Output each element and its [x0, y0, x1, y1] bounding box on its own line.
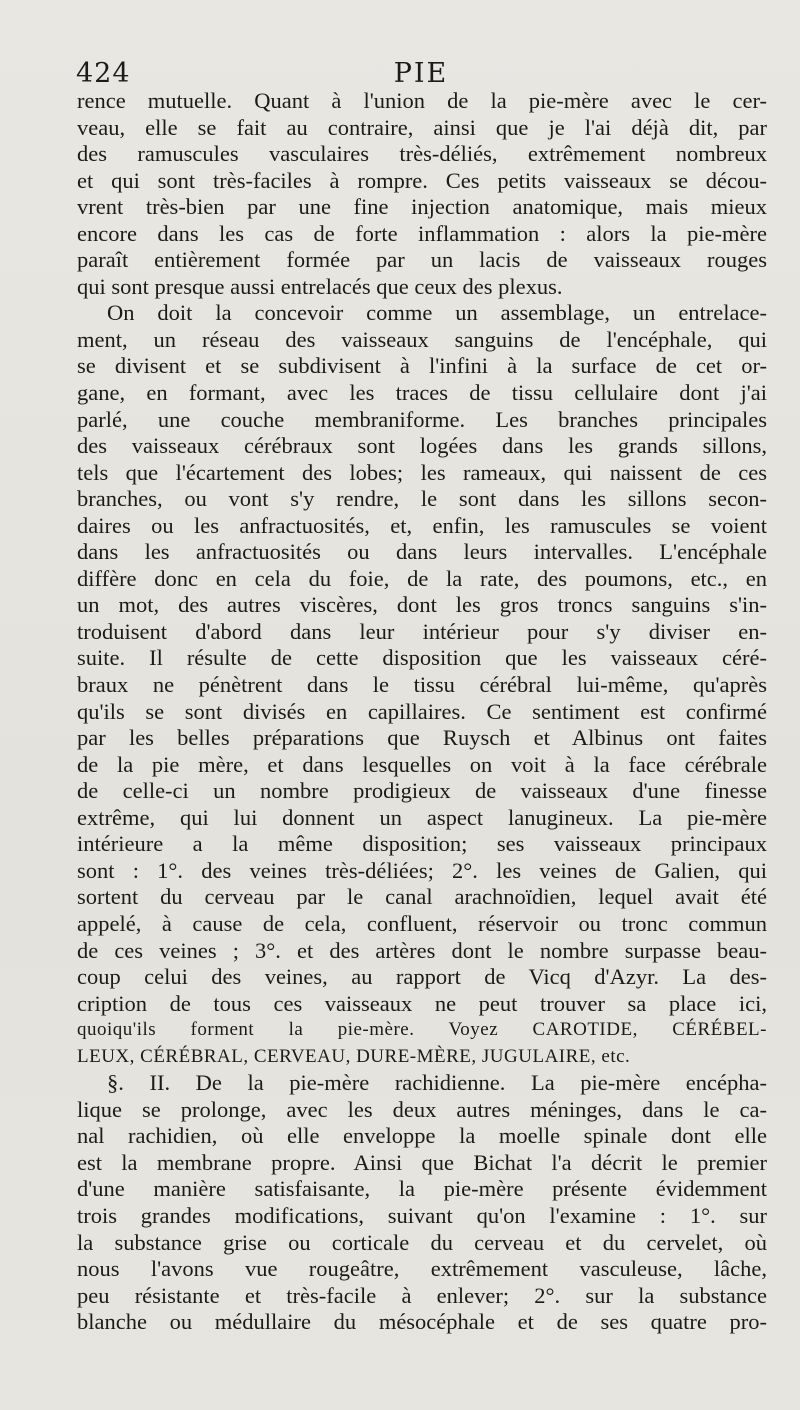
text-line: se divisent et se subdivisent à l'infini à la surface de cet or-	[77, 353, 767, 379]
text-line: sortent du cerveau par le canal arachnoïdien, lequel avait été	[77, 884, 767, 910]
text-line: lique se prolonge, avec les deux autres méninges, dans le ca-	[77, 1096, 767, 1122]
text-line: parlé, une couche membraniforme. Les branches principales	[77, 406, 767, 432]
text-line: et qui sont très-faciles à rompre. Ces petits vaisseaux se décou-	[77, 167, 767, 193]
text-line: peu résistante et très-facile à enlever; 2°. sur la substance	[77, 1282, 767, 1308]
text-line: nous l'avons vue rougeâtre, extrêmement vasculeuse, lâche,	[77, 1256, 767, 1282]
text-line: par les belles préparations que Ruysch et Albinus ont faites	[77, 725, 767, 751]
text-line: encore dans les cas de forte inflammation : alors la pie-mère	[77, 220, 767, 246]
text-line: vrent très-bien par une fine injection anatomique, mais mieux	[77, 194, 767, 220]
text-line: gane, en formant, avec les traces de tissu cellulaire dont j'ai	[77, 380, 767, 406]
text-line: ment, un réseau des vaisseaux sanguins de l'encéphale, qui	[77, 326, 767, 352]
text-line: appelé, à cause de cela, confluent, réservoir ou tronc commun	[77, 910, 767, 936]
text-line: quoiqu'ils forment la pie-mère. Voyez CAROTIDE, CÉRÉBEL-	[77, 1019, 767, 1041]
text-body	[77, 88, 767, 1336]
text-line: d'une manière satisfaisante, la pie-mère présente évidemment	[77, 1176, 767, 1202]
text-line: qui sont presque aussi entrelacés que ceux des plexus.	[77, 273, 563, 299]
text-line: §. II. De la pie-mère rachidienne. La pie-mère encépha-	[107, 1070, 767, 1096]
text-line: trois grandes modifications, suivant qu'on l'examine : 1°. sur	[77, 1202, 767, 1228]
text-line: paraît entièrement formée par un lacis de vaisseaux rouges	[77, 247, 767, 273]
text-line: la substance grise ou corticale du cerveau et du cervelet, où	[77, 1229, 767, 1255]
text-line: braux ne pénètrent dans le tissu cérébral lui-même, qu'après	[77, 672, 767, 698]
text-line: troduisent d'abord dans leur intérieur pour s'y diviser en-	[77, 618, 767, 644]
text-line: On doit la concevoir comme un assemblage, un entrelace-	[107, 300, 767, 326]
text-line: daires ou les anfractuosités, et, enfin, les ramuscules se voient	[77, 512, 767, 538]
text-line: sont : 1°. des veines très-déliées; 2°. les veines de Galien, qui	[77, 857, 767, 883]
text-line: qu'ils se sont divisés en capillaires. Ce sentiment est confirmé	[77, 698, 767, 724]
text-line: intérieure a la même disposition; ses vaisseaux principaux	[77, 831, 767, 857]
text-line: coup celui des veines, au rapport de Vicq d'Azyr. La des-	[77, 964, 767, 990]
text-line: rence mutuelle. Quant à l'union de la pie-mère avec le cer-	[77, 88, 767, 113]
text-line: de celle-ci un nombre prodigieux de vaisseaux d'une finesse	[77, 778, 767, 804]
text-line: nal rachidien, où elle enveloppe la moelle spinale dont elle	[77, 1123, 767, 1149]
text-line: dans les anfractuosités ou dans leurs intervalles. L'encéphale	[77, 539, 767, 565]
page-number: 424	[76, 58, 131, 89]
running-head: PIE	[393, 58, 449, 89]
page-header	[76, 58, 766, 90]
text-line: LEUX, CÉRÉBRAL, CERVEAU, DURE-MÈRE, JUGULAIRE, etc.	[77, 1045, 631, 1067]
text-line: extrême, qui lui donnent un aspect lanugineux. La pie-mère	[77, 804, 767, 830]
text-line: cription de tous ces vaisseaux ne peut trouver sa place ici,	[77, 990, 767, 1016]
text-line: blanche ou médullaire du mésocéphale et de ses quatre pro-	[77, 1309, 767, 1335]
text-line: diffère donc en cela du foie, de la rate, des poumons, etc., en	[77, 565, 767, 591]
text-line: des vaisseaux cérébraux sont logées dans les grands sillons,	[77, 433, 767, 459]
text-line: est la membrane propre. Ainsi que Bichat l'a décrit le premier	[77, 1149, 767, 1175]
text-line: un mot, des autres viscères, dont les gros troncs sanguins s'in-	[77, 592, 767, 618]
text-line: des ramuscules vasculaires très-déliés, extrêmement nombreux	[77, 141, 767, 167]
text-line: tels que l'écartement des lobes; les rameaux, qui naissent de ces	[77, 459, 767, 485]
text-line: de ces veines ; 3°. et des artères dont le nombre surpasse beau-	[77, 937, 767, 963]
text-line: de la pie mère, et dans lesquelles on voit à la face cérébrale	[77, 751, 767, 777]
text-line: branches, ou vont s'y rendre, le sont dans les sillons secon-	[77, 486, 767, 512]
text-line: veau, elle se fait au contraire, ainsi que je l'ai déjà dit, par	[77, 114, 767, 140]
text-line: suite. Il résulte de cette disposition que les vaisseaux céré-	[77, 645, 767, 671]
